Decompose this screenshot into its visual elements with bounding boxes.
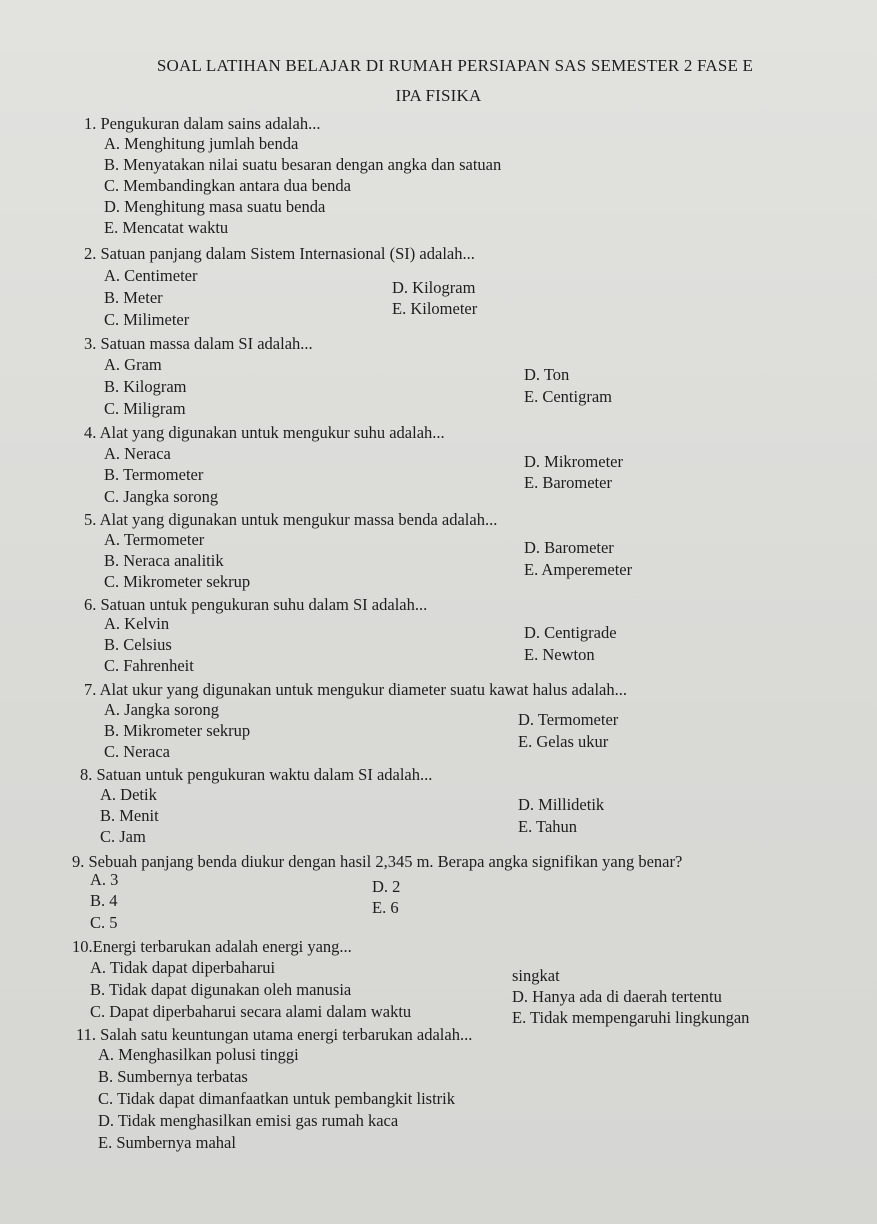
option: A. Menghasilkan polusi tinggi [98, 1045, 299, 1064]
option: E. Amperemeter [524, 560, 633, 579]
question-8 [80, 765, 432, 785]
option: D. Mikrometer [524, 452, 623, 471]
question-11 [76, 1025, 472, 1045]
question-text: Salah satu keuntungan utama energi terbarukan adalah... [100, 1025, 473, 1044]
question-text: Alat yang digunakan untuk mengukur suhu adalah... [99, 423, 445, 442]
option: C. Miligram [104, 399, 186, 418]
option: A. Detik [100, 785, 157, 804]
question-text: Satuan untuk pengukuran waktu dalam SI adalah... [96, 765, 433, 784]
question-number: 11. [76, 1025, 97, 1044]
option: C. Mikrometer sekrup [104, 572, 251, 591]
question-text: Satuan panjang dalam Sistem Internasional (SI) adalah... [100, 244, 475, 263]
option: A. Jangka sorong [104, 700, 220, 719]
option: D. Centigrade [524, 623, 617, 642]
option: D. 2 [372, 877, 401, 896]
option: A. Menghitung jumlah benda [104, 134, 299, 153]
option: E. 6 [372, 898, 399, 917]
question-1 [84, 114, 320, 134]
option: A. Centimeter [104, 266, 198, 285]
option: D. Kilogram [392, 278, 476, 297]
question-text: Satuan untuk pengukuran suhu dalam SI adalah... [100, 595, 428, 614]
option: E. Tahun [518, 817, 578, 836]
option: A. Gram [104, 355, 162, 374]
option: B. Neraca analitik [104, 551, 224, 570]
option: D. Tidak menghasilkan emisi gas rumah kaca [98, 1111, 399, 1130]
question-number: 9. [72, 852, 85, 871]
option: E. Kilometer [392, 299, 478, 318]
question-text: Alat yang digunakan untuk mengukur massa benda adalah... [99, 510, 498, 529]
option: B. Tidak dapat digunakan oleh manusia [90, 980, 352, 999]
question-number: 2. [84, 244, 97, 263]
question-4 [84, 423, 445, 443]
option: E. Gelas ukur [518, 732, 609, 751]
option: E. Newton [524, 645, 595, 664]
option: D. Hanya ada di daerah tertentu [512, 987, 722, 1006]
worksheet-title: SOAL LATIHAN BELAJAR DI RUMAH PERSIAPAN SAS SEMESTER 2 FASE E [156, 56, 754, 75]
question-number: 10. [72, 937, 93, 956]
option: A. 3 [90, 870, 119, 889]
question-text: Satuan massa dalam SI adalah... [100, 334, 313, 353]
option: C. Jam [100, 827, 146, 846]
question-number: 6. [84, 595, 97, 614]
option: D. Menghitung masa suatu benda [104, 197, 326, 216]
option: C. Tidak dapat dimanfaatkan untuk pembangkit listrik [98, 1089, 455, 1108]
option: E. Sumbernya mahal [98, 1133, 236, 1152]
option: B. 4 [90, 891, 118, 910]
option: C. Jangka sorong [104, 487, 219, 506]
option: A. Neraca [104, 444, 171, 463]
question-3 [84, 334, 313, 354]
option: B. Termometer [104, 465, 204, 484]
question-text: Sebuah panjang benda diukur dengan hasil 2,345 m. Berapa angka signifikan yang benar? [88, 852, 683, 871]
option: A. Termometer [104, 530, 205, 549]
option: A. Tidak dapat diperbaharui [90, 958, 276, 977]
question-text: Energi terbarukan adalah energi yang... [92, 937, 352, 956]
question-10 [72, 937, 352, 957]
question-text: Alat ukur yang digunakan untuk mengukur diameter suatu kawat halus adalah... [99, 680, 627, 699]
worksheet-subtitle: IPA FISIKA [395, 86, 482, 105]
option: C. Fahrenheit [104, 656, 194, 675]
option: D. Termometer [518, 710, 619, 729]
option: B. Celsius [104, 635, 172, 654]
question-number: 4. [84, 423, 97, 442]
option: B. Kilogram [104, 377, 187, 396]
option: C. Neraca [104, 742, 170, 761]
question-6 [84, 595, 427, 615]
option: B. Menyatakan nilai suatu besaran dengan angka dan satuan [104, 155, 502, 174]
option: D. Barometer [524, 538, 614, 557]
option: D. Millidetik [518, 795, 605, 814]
question-2 [84, 244, 475, 264]
question-number: 8. [80, 765, 93, 784]
option: C. Milimeter [104, 310, 190, 329]
option: D. Ton [524, 365, 570, 384]
question-text: Pengukuran dalam sains adalah... [100, 114, 321, 133]
option: C. Membandingkan antara dua benda [104, 176, 351, 195]
question-5 [84, 510, 497, 530]
option: A. Kelvin [104, 614, 170, 633]
question-number: 7. [84, 680, 97, 699]
option: C. 5 [90, 913, 118, 932]
option: E. Barometer [524, 473, 612, 492]
option: B. Meter [104, 288, 163, 307]
option: B. Mikrometer sekrup [104, 721, 251, 740]
question-number: 1. [84, 114, 97, 133]
option-continuation: singkat [512, 966, 560, 985]
question-7 [84, 680, 627, 700]
question-9 [72, 852, 682, 872]
question-number: 5. [84, 510, 97, 529]
option: E. Mencatat waktu [104, 218, 229, 237]
option: C. Dapat diperbaharui secara alami dalam waktu [90, 1002, 412, 1021]
question-number: 3. [84, 334, 97, 353]
option: E. Centigram [524, 387, 612, 406]
option: B. Sumbernya terbatas [98, 1067, 248, 1086]
option: B. Menit [100, 806, 159, 825]
option: E. Tidak mempengaruhi lingkungan [512, 1008, 750, 1027]
